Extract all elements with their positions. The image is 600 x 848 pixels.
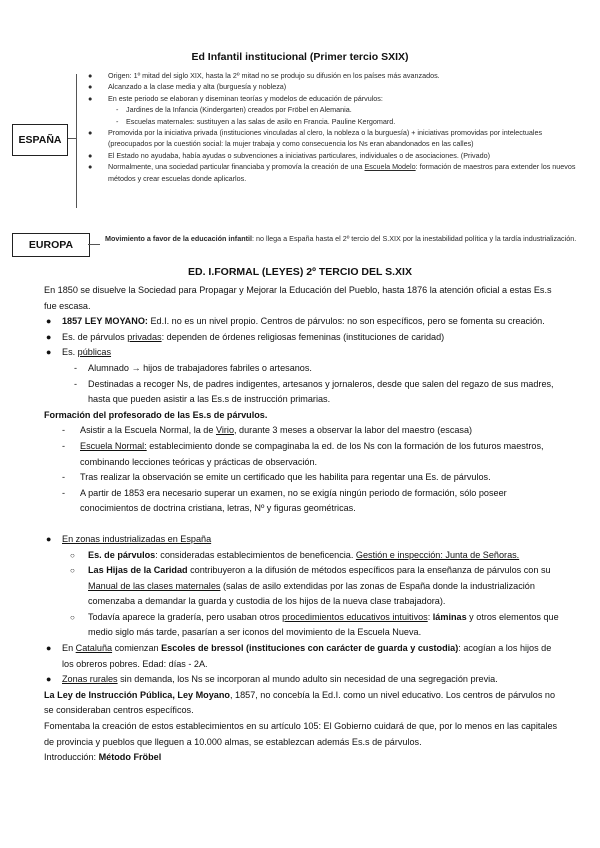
- section-title-formal: ED. I.FORMAL (LEYES) 2º TERCIO DEL S.XIX: [188, 266, 412, 278]
- list-item: ● Zonas rurales sin demanda, los Ns se incorporan al mundo adulto sin necesidad de una segregación previa.: [44, 672, 564, 688]
- intro-metodo: Introducción: Método Fröbel: [44, 752, 162, 763]
- dash-icon: -: [62, 425, 66, 436]
- list-item: ● Promovida por la iniciativa privada (instituciones vinculadas al clero, la nobleza o la burguesía) + iniciativas promovidas por intelectuales (preocupados por la cuestión social: la mujer trabaja y como consecuencia los Ns eran abandonados en las calles): [88, 128, 543, 149]
- list-item: ● Es. de párvulos privadas: dependen de órdenes religiosas femeninas (instituciones de caridad): [44, 330, 564, 346]
- bullet-icon: ●: [88, 162, 93, 172]
- sub-item: - Asistir a la Escuela Normal, la de Virio, durante 3 meses a observar la labor del maestro (escasa): [44, 423, 564, 439]
- sub-item: ○ Todavía aparece la gradería, pero usaban otros procedimientos educativos intuitivos: láminas y otros elementos que medio siglo más tarde, pasarían a ser iconos del movimiento de la Escuela Nueva.: [70, 611, 559, 638]
- dash-icon: -: [116, 105, 119, 115]
- bullet-icon: ●: [88, 93, 93, 103]
- sub-item: - Destinadas a recoger Ns, de padres indigentes, artesanos y jornaleros, desde que salen del regazo de sus madres, hasta que pueden asistir a las Es.s de instrucción primarias.: [74, 378, 554, 405]
- sub-item: - Jardines de la Infancia (Kindergarten) creados por Fröbel en Alemania.: [116, 105, 352, 115]
- sub-item: ○ Es. de párvulos: consideradas establecimientos de beneficencia. Gestión e inspección: Junta de Señoras.: [44, 548, 564, 564]
- escuela-modelo-link: Escuela Modelo: [364, 162, 416, 172]
- page-title: Ed Infantil institucional (Primer tercio SXIX): [191, 51, 409, 63]
- list-item: ● 1857 LEY MOYANO: Ed.I. no es un nivel propio. Centros de párvulos: no son específicos, pero se fomenta su creación.: [44, 314, 564, 330]
- dash-icon: -: [74, 378, 78, 389]
- dash-icon: -: [62, 487, 66, 498]
- bullet-icon: ●: [46, 347, 52, 358]
- sub-item: - Escuelas maternales: sustituyen a las salas de asilo en Francia. Pauline Kergomard.: [116, 116, 396, 126]
- dash-icon: -: [62, 440, 66, 451]
- bullet-icon: ●: [88, 71, 93, 80]
- hollow-circle-icon: ○: [70, 612, 75, 622]
- europa-label: EUROPA: [12, 233, 90, 257]
- list-item: ● Alcanzado a la clase media y alta (burguesía y nobleza): [88, 82, 287, 92]
- list-item: ● Es. públicas: [44, 345, 564, 361]
- main-content: [44, 283, 564, 766]
- hollow-circle-icon: ○: [70, 550, 75, 560]
- europa-text: Movimiento a favor de la educación infantil: no llega a España hasta el 2º tercio del S.XIX por la inestabilidad política y la tardía industrialización.: [105, 234, 577, 243]
- dash-icon: -: [62, 472, 66, 483]
- bullet-icon: ●: [46, 316, 52, 327]
- bullet-icon: ●: [46, 533, 52, 544]
- bullet-icon: ●: [88, 82, 93, 92]
- sub-item: - Tras realizar la observación se emite un certificado que les habilita para regentar una Es. de párvulos.: [44, 470, 564, 486]
- intro-paragraph: En 1850 se disuelve la Sociedad para Propagar y Mejorar la Educación del Pueblo, hasta 1876 la atención oficial a estas Es.s fue escasa.: [44, 285, 552, 311]
- dash-icon: -: [116, 116, 119, 126]
- list-item: ● En este periodo se elaboran y diseminan teorías y modelos de educación de párvulos:: [88, 93, 383, 103]
- list-item: ● En zonas industrializadas en España: [44, 532, 564, 548]
- espana-section: [86, 70, 576, 184]
- europa-connector: [88, 244, 100, 245]
- sub-item: ○ Las Hijas de la Caridad contribuyeron a la difusión de métodos específicos para la enseñanza de párvulos con su Manual de las clases maternales (salas de asilo extendidas por las zonas de España donde la industrialización comenzaba a demandar la guarda y custodia de los hijos de la nueva clase trabajadora).: [70, 565, 551, 607]
- sub-item: - A partir de 1853 era necesario superar un examen, no se exigía ningún periodo de formación, sólo poseer conocimientos de doctrina cristiana, letras, Nº y figuras geométricas.: [62, 487, 507, 514]
- ley-paragraph: La Ley de Instrucción Pública, Ley Moyano, 1857, no concebía la Ed.I. como un nivel educativo. Los centros de párvulos no se consideraban centros específicos.: [44, 689, 556, 716]
- espana-label: ESPAÑA: [12, 124, 68, 156]
- list-item: ● Origen: 1º mitad del siglo XIX, hasta la 2º mitad no se produjo su difusión en los países más avanzados.: [88, 71, 440, 80]
- dash-icon: -: [74, 362, 78, 373]
- formacion-heading: Formación del profesorado de las Es.s de párvulos.: [44, 409, 268, 420]
- bullet-icon: ●: [46, 643, 52, 654]
- espana-bracket: [76, 74, 77, 208]
- hollow-circle-icon: ○: [70, 566, 75, 576]
- list-item: ● En Cataluña comienzan Escoles de bressol (instituciones con carácter de guarda y custodia): acogían a los hijos de los obreros pobres. Edad: días - 2A.: [46, 643, 552, 669]
- sub-item: - Escuela Normal: establecimiento donde se compaginaba la ed. de los Ns con la formación de los futuros maestros, combinando lecciones teóricas y prácticas de observación.: [62, 440, 544, 467]
- bullet-icon: ●: [46, 674, 52, 685]
- sub-item: - Alumnado → hijos de trabajadores fabriles o artesanos.: [44, 361, 564, 377]
- bullet-icon: ●: [88, 150, 93, 160]
- spacer: [44, 517, 564, 532]
- bullet-icon: ●: [88, 128, 93, 138]
- list-item: ● Normalmente, una sociedad particular financiaba y promovía la creación de una Escuela Modelo: formación de maestros para extender los nuevos métodos y crear escuelas donde aplicarlos.: [88, 162, 576, 183]
- list-item: ● El Estado no ayudaba, había ayudas o subvenciones a iniciativas particulares, individuales o de asociaciones. (Privado): [88, 150, 490, 160]
- fomentaba-paragraph: Fomentaba la creación de estos establecimientos en su artículo 105: El Gobierno cuidará de que, por lo menos en las capitales de provincia y pueblos que lleguen a 10.000 almas, se establezcan además Es.s de párvulos.: [44, 721, 558, 747]
- bullet-icon: ●: [46, 331, 52, 342]
